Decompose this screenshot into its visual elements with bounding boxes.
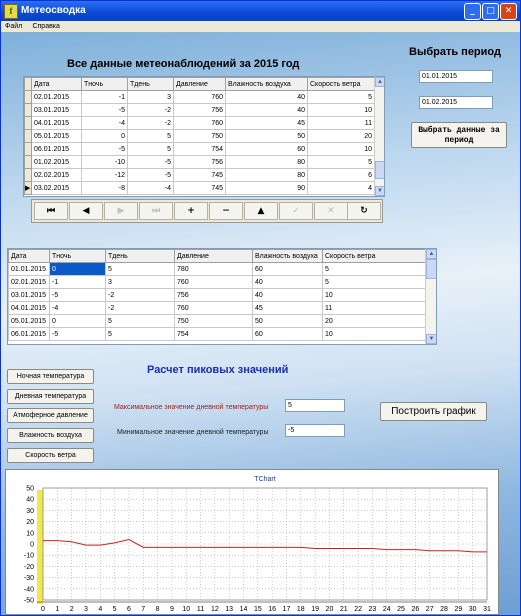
table-row[interactable] [25,169,375,182]
window-title: Метеосводка [21,5,86,16]
table-cell[interactable]: 45 [253,302,323,315]
table-cell[interactable]: 5 [106,328,175,341]
table-cell[interactable]: 11 [308,117,375,130]
day-temp-button[interactable]: Дневная температура [7,389,94,404]
table-cell[interactable]: 750 [174,130,226,143]
table-cell[interactable]: 5 [308,156,375,169]
row-indicator[interactable] [25,143,32,156]
x-tick-label: 9 [169,606,174,613]
x-tick-label: 2 [69,606,74,613]
table-row[interactable] [25,91,375,104]
table-row[interactable] [25,117,375,130]
table-cell[interactable]: 40 [226,91,308,104]
y-tick-label: -40 [23,586,34,594]
max-value-field[interactable]: 5 [285,399,345,412]
table-cell[interactable]: 750 [175,315,253,328]
table-cell[interactable]: 6 [308,169,375,182]
row-indicator[interactable] [25,91,32,104]
pressure-button[interactable]: Атмоферное давление [7,408,94,423]
x-tick-label: 13 [225,606,234,613]
x-tick-label: 26 [411,606,420,613]
x-tick-label: 24 [382,606,391,613]
table-cell[interactable]: 754 [175,328,253,341]
table-cell[interactable]: 60 [226,143,308,156]
select-period-button[interactable]: Выбрать данные за период [411,122,507,148]
min-label: Минимальное значение дневной температуры [117,429,269,436]
table-cell[interactable]: 80 [226,169,308,182]
table-row[interactable] [25,104,375,117]
period-heading: Выбрать период [409,46,501,58]
table-cell[interactable]: -2 [128,117,174,130]
top-grid-scrollbar[interactable] [374,77,385,196]
x-tick-label: 14 [239,606,248,613]
top-data-grid[interactable] [23,76,385,197]
wind-speed-button[interactable]: Скорость ветра [7,448,94,463]
table-row[interactable] [25,156,375,169]
table-row[interactable] [25,182,375,195]
table-cell[interactable]: 60 [253,263,323,276]
table-cell[interactable]: 5 [106,263,175,276]
humidity-button[interactable]: Влажность воздуха [7,428,94,443]
table-cell[interactable]: 05.01.2015 [9,315,50,328]
table-cell[interactable]: 4 [308,182,375,195]
post-record-button[interactable]: ✓ [279,202,313,220]
scroll-thumb[interactable] [375,161,385,179]
x-tick-label: 31 [483,606,491,613]
y-tick-label: -30 [23,575,34,583]
x-tick-label: 3 [84,606,88,613]
table-cell[interactable]: 40 [253,276,323,289]
table-cell[interactable]: 745 [174,169,226,182]
x-tick-label: 5 [112,606,117,613]
table-row[interactable] [9,328,426,341]
x-tick-label: 17 [282,606,291,613]
peak-heading: Расчет пиковых значений [147,364,289,376]
table-cell[interactable]: -2 [128,104,174,117]
date-to-field[interactable]: 01.02.2015 [419,96,493,109]
table-cell[interactable]: 01.02.2015 [32,156,82,169]
y-tick-label: 10 [26,530,34,538]
column-header[interactable]: Дата [9,250,50,263]
x-tick-label: 6 [126,606,131,613]
column-header[interactable]: Тночь [82,78,128,91]
row-indicator[interactable] [25,156,32,169]
table-cell[interactable]: 0 [50,315,106,328]
x-tick-label: 16 [268,606,277,613]
column-header[interactable]: Давление [174,78,226,91]
table-cell[interactable]: -5 [128,156,174,169]
table-cell[interactable]: 3 [106,276,175,289]
x-tick-label: 18 [296,606,305,613]
table-cell[interactable]: 80 [226,156,308,169]
table-cell[interactable]: 01.01.2015 [9,263,50,276]
prior-record-button[interactable]: ◀ [69,202,103,220]
x-tick-label: 20 [325,606,334,613]
next-record-button[interactable]: ▶ [104,202,138,220]
db-navigator [31,199,383,223]
maximize-icon[interactable]: □ [482,3,499,20]
table-cell[interactable]: -4 [128,182,174,195]
table-cell[interactable]: -5 [82,104,128,117]
x-tick-label: 28 [440,606,448,613]
column-header[interactable]: Дата [32,78,82,91]
table-cell[interactable]: 20 [308,130,375,143]
table-cell[interactable]: 02.01.2015 [32,91,82,104]
table-cell[interactable]: -2 [106,302,175,315]
table-cell[interactable]: 10 [308,143,375,156]
x-tick-label: 21 [339,606,348,613]
y-tick-label: 0 [30,541,34,549]
x-tick-label: 10 [182,606,191,613]
table-cell[interactable]: -5 [50,328,106,341]
chart-wall [37,490,43,604]
table-cell[interactable]: 90 [226,182,308,195]
table-row[interactable] [9,315,426,328]
row-indicator[interactable] [25,104,32,117]
table-cell[interactable]: -4 [50,302,106,315]
table-cell[interactable]: 10 [308,104,375,117]
table-cell[interactable]: 02.02.2015 [32,169,82,182]
x-tick-label: 25 [397,606,405,613]
table-cell[interactable]: 50 [253,315,323,328]
table-cell[interactable]: 02.01.2015 [9,276,50,289]
table-cell[interactable]: 10 [323,328,426,341]
table-cell[interactable]: 50 [226,130,308,143]
delete-record-button[interactable]: − [209,202,243,220]
min-value-field[interactable]: -5 [285,424,345,437]
table-cell[interactable]: -12 [82,169,128,182]
column-header[interactable]: Влажность воздуха [253,250,323,263]
bottom-grid-scrollbar[interactable] [425,249,437,344]
table-cell[interactable]: 5 [308,91,375,104]
table-cell[interactable]: -1 [82,91,128,104]
x-tick-label: 8 [155,606,160,613]
table-cell[interactable]: -8 [82,182,128,195]
table-cell[interactable]: -1 [50,276,106,289]
table-cell[interactable]: 60 [253,328,323,341]
column-header[interactable]: Тночь [50,250,106,263]
x-tick-label: 30 [468,606,477,613]
menu-help[interactable]: Справка [32,23,60,30]
column-header[interactable]: Тдень [128,78,174,91]
chart-svg [6,470,498,614]
title-bar [1,1,520,21]
table-cell[interactable]: 3 [128,91,174,104]
table-cell[interactable]: 05.01.2015 [32,130,82,143]
y-tick-label: 20 [26,519,34,527]
table-cell[interactable]: 756 [174,156,226,169]
table-cell[interactable]: -5 [50,289,106,302]
menu-bar [1,21,520,32]
data-heading: Все данные метеонаблюдений за 2015 год [67,58,300,70]
cancel-record-button[interactable]: ✕ [314,202,348,220]
close-icon[interactable]: ✕ [500,3,517,20]
table-cell[interactable]: 745 [174,182,226,195]
build-chart-button[interactable]: Построить график [380,402,487,421]
table-cell[interactable]: 03.01.2015 [9,289,50,302]
table-cell[interactable]: 06.01.2015 [9,328,50,341]
column-header[interactable]: Скорость ветра [308,78,375,91]
row-indicator-header [25,78,32,91]
last-record-button[interactable]: ⏭ [139,202,173,220]
table-cell[interactable]: -2 [106,289,175,302]
column-header[interactable]: Влажность воздуха [226,78,308,91]
table-cell[interactable]: 03.02.2015 [32,182,82,195]
edit-record-button[interactable]: ▲ [244,202,278,220]
table-cell[interactable]: 40 [253,289,323,302]
table-row[interactable] [9,289,426,302]
first-record-button[interactable]: ⏮ [34,202,68,220]
y-tick-label: -50 [23,597,34,605]
date-from-field[interactable]: 01.01.2015 [419,70,493,83]
column-header[interactable]: Давление [175,250,253,263]
table-cell[interactable]: 5 [128,130,174,143]
app-icon: f [4,4,18,19]
max-label: Максимальное значение дневной температуры [114,404,269,411]
table-cell[interactable]: 5 [128,143,174,156]
night-temp-button[interactable]: Ночная температура [7,369,94,384]
table-row[interactable] [25,130,375,143]
x-tick-label: 12 [210,606,219,613]
y-tick-label: -20 [23,563,34,571]
refresh-button[interactable]: ↻ [347,202,381,220]
table-cell[interactable]: -5 [82,143,128,156]
x-tick-label: 0 [41,606,45,613]
table-cell[interactable]: 760 [174,91,226,104]
scroll-up-icon[interactable]: ▲ [426,249,437,259]
x-tick-label: 23 [368,606,377,613]
scroll-down-icon[interactable]: ▼ [375,186,385,196]
x-tick-label: 15 [253,606,262,613]
insert-record-button[interactable]: + [174,202,208,220]
table-cell[interactable]: -5 [128,169,174,182]
table-cell[interactable]: 780 [175,263,253,276]
column-header[interactable]: Скорость ветра [323,250,426,263]
table-cell[interactable]: 754 [174,143,226,156]
client-area [1,32,520,615]
row-indicator[interactable] [25,130,32,143]
table-row[interactable] [25,143,375,156]
scroll-thumb[interactable] [426,259,437,279]
table-cell[interactable]: 0 [82,130,128,143]
table-row[interactable] [9,302,426,315]
x-tick-label: 11 [196,606,205,613]
table-cell[interactable]: 5 [323,276,426,289]
table-cell[interactable]: 5 [323,263,426,276]
row-indicator[interactable] [25,169,32,182]
x-tick-label: 27 [425,606,434,613]
table-row[interactable] [9,263,426,276]
table-cell[interactable]: 45 [226,117,308,130]
bottom-data-grid[interactable] [7,248,437,345]
table-cell[interactable]: 04.01.2015 [32,117,82,130]
table-cell[interactable]: -10 [82,156,128,169]
table-cell[interactable]: -4 [82,117,128,130]
x-tick-label: 1 [55,606,60,613]
table-cell[interactable]: 5 [106,315,175,328]
table-cell[interactable]: 760 [175,276,253,289]
minimize-icon[interactable]: _ [464,3,481,20]
menu-file[interactable]: Файл [5,23,23,30]
chart-title: TChart [254,476,276,483]
table-cell[interactable]: 11 [323,302,426,315]
table-cell[interactable]: 760 [175,302,253,315]
scroll-up-icon[interactable]: ▲ [375,77,385,87]
y-tick-label: 30 [26,507,34,515]
x-tick-label: 29 [454,606,463,613]
table-row[interactable] [9,276,426,289]
table-cell[interactable]: 756 [175,289,253,302]
y-tick-label: 40 [26,496,34,504]
table-cell[interactable]: 06.01.2015 [32,143,82,156]
row-indicator[interactable] [25,117,32,130]
table-cell[interactable]: 0 [50,263,106,276]
x-tick-label: 4 [98,606,103,613]
table-cell[interactable]: 10 [323,289,426,302]
temperature-chart [5,469,499,615]
table-cell[interactable]: 20 [323,315,426,328]
table-cell[interactable]: 40 [226,104,308,117]
column-header[interactable]: Тдень [106,250,175,263]
x-tick-label: 7 [141,606,146,613]
y-tick-label: -10 [23,552,34,560]
x-tick-label: 22 [354,606,362,613]
table-cell[interactable]: 03.01.2015 [32,104,82,117]
table-cell[interactable]: 04.01.2015 [9,302,50,315]
table-cell[interactable]: 760 [174,117,226,130]
y-tick-label: 50 [26,485,34,493]
scroll-down-icon[interactable]: ▼ [426,334,437,344]
x-tick-label: 19 [311,606,320,613]
table-cell[interactable]: 756 [174,104,226,117]
row-indicator[interactable]: ▶ [25,182,32,195]
